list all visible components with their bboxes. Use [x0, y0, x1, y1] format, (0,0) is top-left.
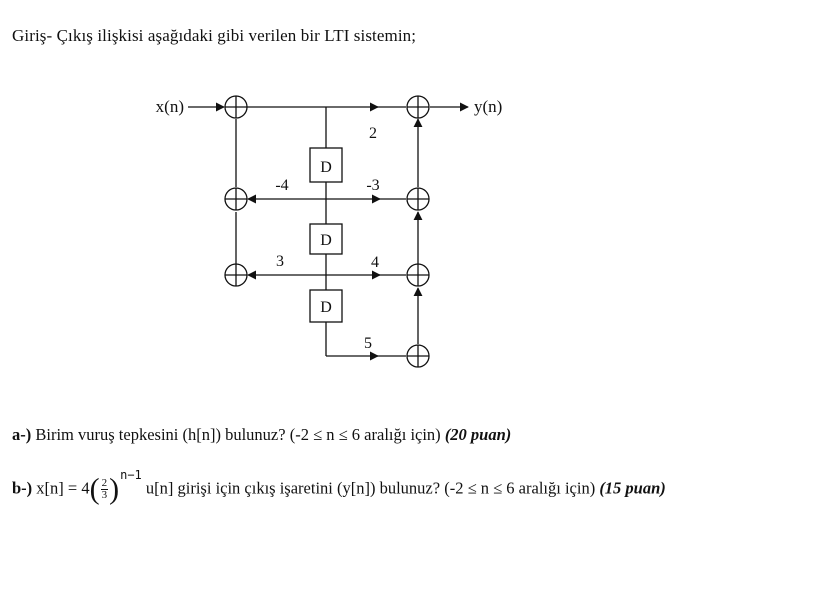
- gain-fb-1: -4: [275, 177, 289, 194]
- problem-intro: Giriş- Çıkış ilişkisi aşağıdaki gibi verilen bir LTI sistemin;: [12, 26, 417, 45]
- fraction: [101, 478, 109, 501]
- adder-ff-2: [407, 264, 429, 286]
- exponent: n−1: [120, 468, 142, 483]
- question-b-points: (15 puan): [599, 478, 666, 498]
- fraction-numerator: 2: [101, 477, 108, 489]
- output-label: y(n): [474, 97, 503, 116]
- adder-feedback-1: [225, 188, 247, 210]
- question-a-points: (20 puan): [444, 425, 512, 444]
- adder-input: [225, 96, 247, 118]
- fraction-denominator: 3: [101, 489, 108, 501]
- gain-fb-2: 3: [276, 253, 284, 270]
- delay-label-2: D: [320, 232, 332, 249]
- question-b-text: u[n] girişi için çıkış işaretini (y[n]) bulunuz? (-2 ≤ n ≤ 6 aralığı için): [141, 478, 600, 498]
- adder-output: [407, 96, 429, 118]
- delay-label-3: D: [320, 299, 332, 316]
- input-label: x(n): [155, 97, 184, 116]
- adder-ff-3: [407, 345, 429, 367]
- gain-ff-3: 4: [371, 254, 379, 271]
- question-b-expr: x[n] = 4: [32, 478, 90, 498]
- gain-ff-4: 5: [364, 335, 372, 352]
- question-a-text: Birim vuruş tepkesini (h[n]) bulunuz? (-2 ≤ n ≤ 6 aralığı için): [31, 425, 445, 444]
- adder-ff-1: [407, 188, 429, 210]
- gain-ff-1: 2: [369, 125, 377, 142]
- delay-label-1: D: [320, 159, 332, 176]
- gain-ff-2: -3: [366, 177, 380, 194]
- question-b-label: b-): [12, 478, 33, 498]
- question-a-label: a-): [12, 425, 32, 444]
- question-b: b-) x[n] = 4( $\frac{2}{3}$ )$^{n-1}$ u[n] girişi için çıkış işaretini (y[n]) bulunuz? (-2 ≤ n ≤ 6 aralığı için) (15 puan): [12, 468, 666, 506]
- adder-feedback-2: [225, 264, 247, 286]
- question-a: [12, 425, 511, 445]
